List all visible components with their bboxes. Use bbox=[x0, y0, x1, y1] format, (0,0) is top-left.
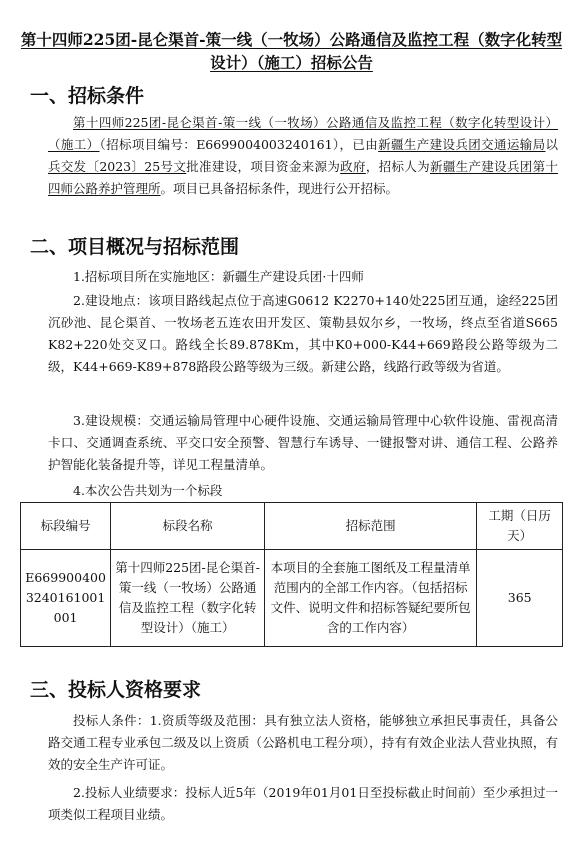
overview-item-location: 1.招标项目所在实施地区：新疆生产建设兵团·十四师 bbox=[73, 269, 364, 284]
project-name-text: 第十四师225团-昆仑渠首-策一线（一牧场）公路通信及监控工程（数字化转型设计）（施工） bbox=[48, 115, 558, 152]
overview-item-site: 2.建设地点：该项目路线起点位于高速G0612 K2270+140处225团互通，途经225团沉砂池、昆仑渠首、一牧场老五连农田开发区、策勒县奴尔乡，一牧场，终点至省道S665 K82+220处交叉口。路线全长89.878Km，其中K0+000-K44+669路段公路等级为二级，K44+669-K89+878路段公路等级为三级。新建公路，线路行政等级为省道。 bbox=[48, 293, 558, 374]
overview-item-lots: 4.本次公告共划为一个标段 bbox=[73, 483, 223, 498]
fund-source: 政府 bbox=[340, 159, 366, 174]
text-fragment: （招标项目编号： bbox=[99, 137, 197, 152]
text-fragment: ，招标人为 bbox=[365, 159, 430, 174]
bid-lot-table bbox=[20, 502, 563, 647]
cell-lot-code: E6699004003240161001001 bbox=[21, 550, 111, 647]
approval-document: 兵交发〔2023〕25号文 bbox=[48, 159, 187, 174]
cell-duration: 365 bbox=[477, 550, 563, 647]
table-header-row bbox=[21, 503, 563, 550]
qualification-paragraph: 投标人条件：1.资质等级及范围：具有独立法人资格，能够独立承担民事责任，具备公路交通工程专业承包二级及以上资质（公路机电工程分项），持有有效企业法人营业执照，有效的安全生产许可证。 bbox=[48, 713, 558, 772]
cell-scope: 本项目的全套施工图纸及工程量清单范围内的全部工作内容。（包括招标文件、说明文件和招标答疑纪要所包含的工作内容） bbox=[265, 550, 477, 647]
tenderer-name: 新疆生产建设兵团第十四师公路养护管理所 bbox=[48, 159, 558, 196]
section-heading-project-overview: 二、项目概况与招标范围 bbox=[30, 236, 240, 258]
text-fragment: ），已由 bbox=[332, 137, 379, 152]
overview-item-scale: 3.建设规模：交通运输局管理中心硬件设施、交通运输局管理中心软件设施、雷视高清卡口、交通调查系统、平交口安全预警、智慧行车诱导、一键报警对讲、通信工程、公路养护智能化装备提升等，详见工程量清单。 bbox=[48, 413, 558, 472]
column-header-lot-name: 标段名称 bbox=[111, 503, 265, 550]
text-fragment: 以 bbox=[545, 137, 558, 152]
column-header-lot-code: 标段编号 bbox=[21, 503, 111, 550]
project-number: E6699004003240161 bbox=[196, 137, 333, 152]
document-title: 第十四师225团-昆仑渠首-策一线（一牧场）公路通信及监控工程（数字化转型设计）（施工）招标公告 bbox=[20, 30, 563, 72]
text-fragment: 。项目已具备招标条件，现进行公开招标。 bbox=[160, 181, 399, 196]
approver-name: 新疆生产建设兵团交通运输局 bbox=[378, 137, 546, 152]
column-header-duration: 工期（日历天） bbox=[477, 503, 563, 550]
performance-requirement-paragraph: 2.投标人业绩要求：投标人近5年（2019年01月01日至投标截止时间前）至少承担过一项类似工程项目业绩。 bbox=[48, 785, 558, 822]
section-heading-bidder-qualifications: 三、投标人资格要求 bbox=[30, 679, 202, 701]
cell-lot-name: 第十四师225团-昆仑渠首-策一线（一牧场）公路通信及监控工程（数字化转型设计）（施工） bbox=[111, 550, 265, 647]
tender-conditions-paragraph bbox=[48, 112, 558, 200]
section-heading-tender-conditions: 一、招标条件 bbox=[30, 85, 145, 107]
table-row bbox=[21, 550, 563, 647]
text-fragment: 批准建设，项目资金来源为 bbox=[186, 159, 341, 174]
column-header-scope: 招标范围 bbox=[265, 503, 477, 550]
